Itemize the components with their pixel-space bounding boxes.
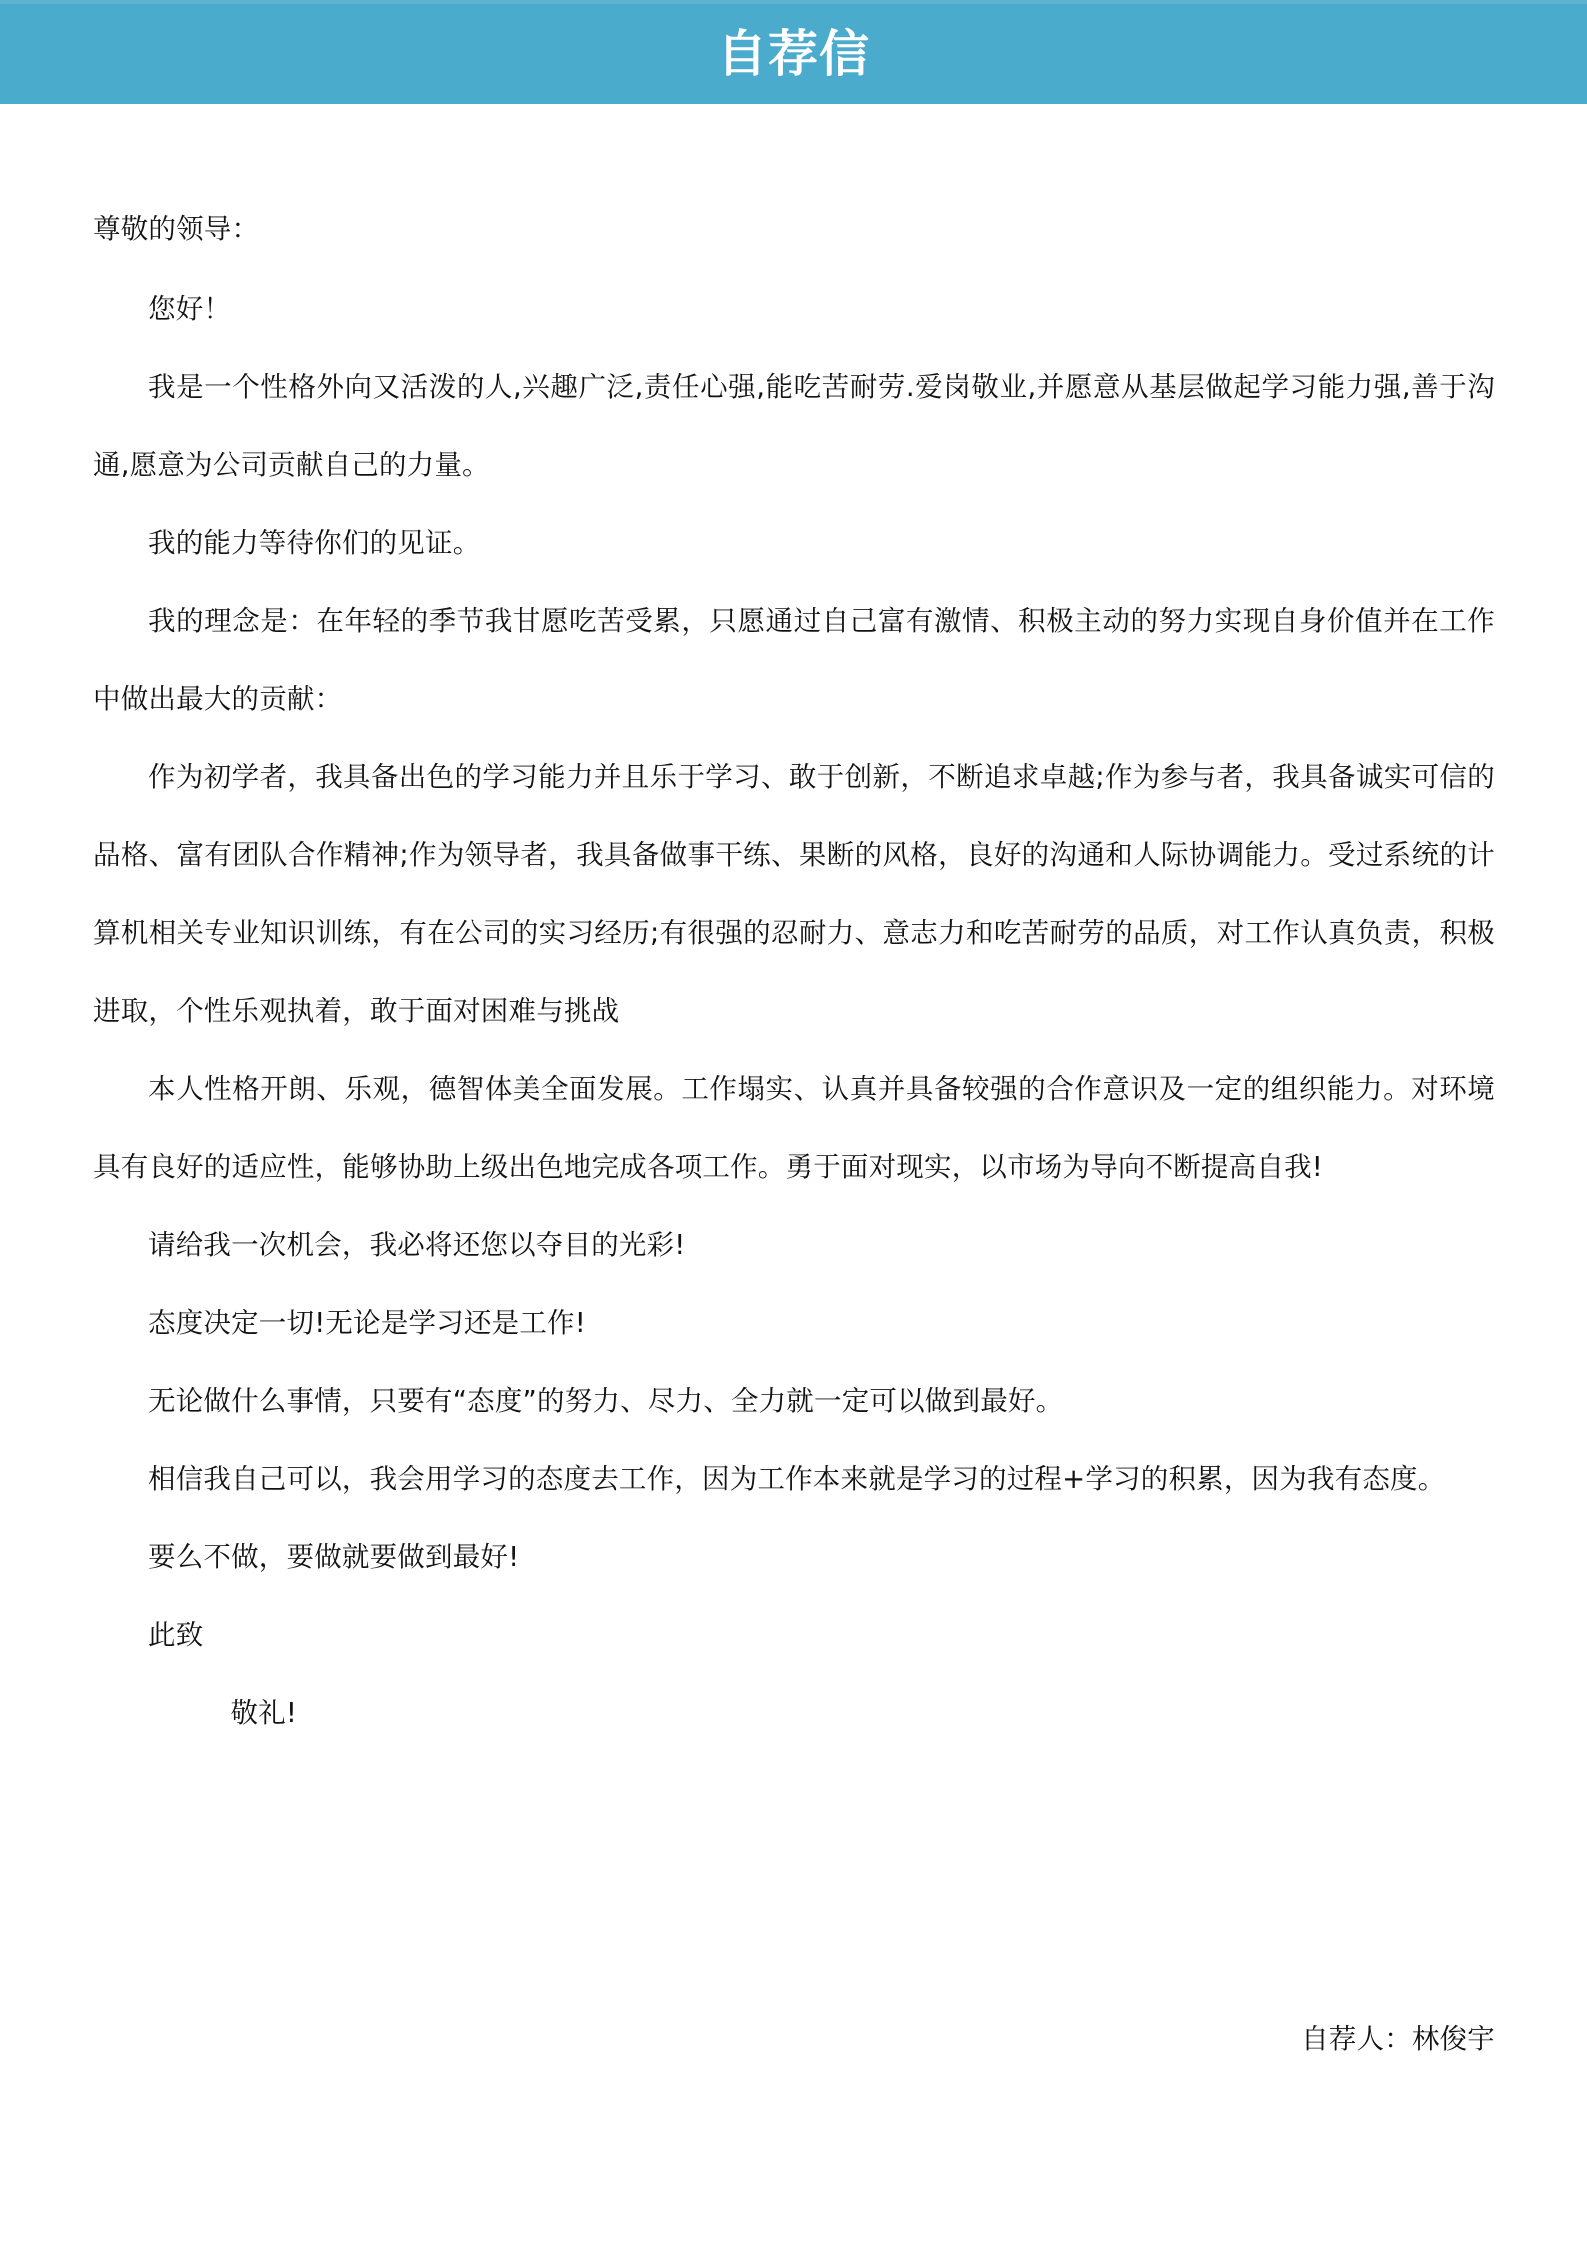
signature-block — [0, 2014, 1587, 2064]
letter-paragraph-3: 我的理念是：在年轻的季节我甘愿吃苦受累，只愿通过自己富有激情、积极主动的努力实现自身价值并在工作中做出最大的贡献： — [93, 605, 1495, 715]
letter-salutation: 尊敬的领导： — [93, 213, 260, 245]
letter-paragraph-9: 相信我自己可以，我会用学习的态度去工作，因为工作本来就是学习的过程+学习的积累，因为我有态度。 — [148, 1463, 1446, 1495]
letter-paragraph-8: 无论做什么事情，只要有“态度”的努力、尽力、全力就一定可以做到最好。 — [148, 1385, 1064, 1417]
letter-paragraph-10: 要么不做，要做就要做到最好! — [148, 1541, 520, 1573]
letter-salute: 敬礼! — [230, 1697, 298, 1729]
letter-greeting: 您好！ — [148, 293, 232, 325]
page-title: 自荐信 — [717, 25, 870, 83]
letter-paragraph-5: 本人性格开朗、乐观，德智体美全面发展。工作塌实、认真并具备较强的合作意识及一定的组织能力。对环境具有良好的适应性，能够协助上级出色地完成各项工作。勇于面对现实，以市场为导向不断提高自我! — [93, 1073, 1495, 1183]
letter-paragraph-4: 作为初学者，我具备出色的学习能力并且乐于学习、敢于创新，不断追求卓越;作为参与者，我具备诚实可信的品格、富有团队合作精神;作为领导者，我具备做事干练、果断的风格，良好的沟通和人际协调能力。受过系统的计算机相关专业知识训练，有在公司的实习经历;有很强的忍耐力、意志力和吃苦耐劳的品质，对工作认真负责，积极进取，个性乐观执着，敢于面对困难与挑战 — [93, 761, 1495, 1027]
letter-paragraph-7: 态度决定一切!无论是学习还是工作! — [148, 1307, 586, 1339]
document-header-banner — [0, 0, 1587, 104]
letter-paragraph-2: 我的能力等待你们的见证。 — [148, 527, 481, 559]
letter-paragraph-1: 我是一个性格外向又活泼的人,兴趣广泛,责任心强,能吃苦耐劳.爱岗敬业,并愿意从基层做起学习能力强,善于沟通,愿意为公司贡献自己的力量。 — [93, 371, 1495, 481]
letter-closing: 此致 — [148, 1619, 204, 1651]
signature-name: 自荐人：林俊宇 — [1301, 2023, 1495, 2055]
letter-paragraph-6: 请给我一次机会，我必将还您以夺目的光彩! — [148, 1229, 686, 1261]
letter-body — [0, 104, 1587, 1752]
